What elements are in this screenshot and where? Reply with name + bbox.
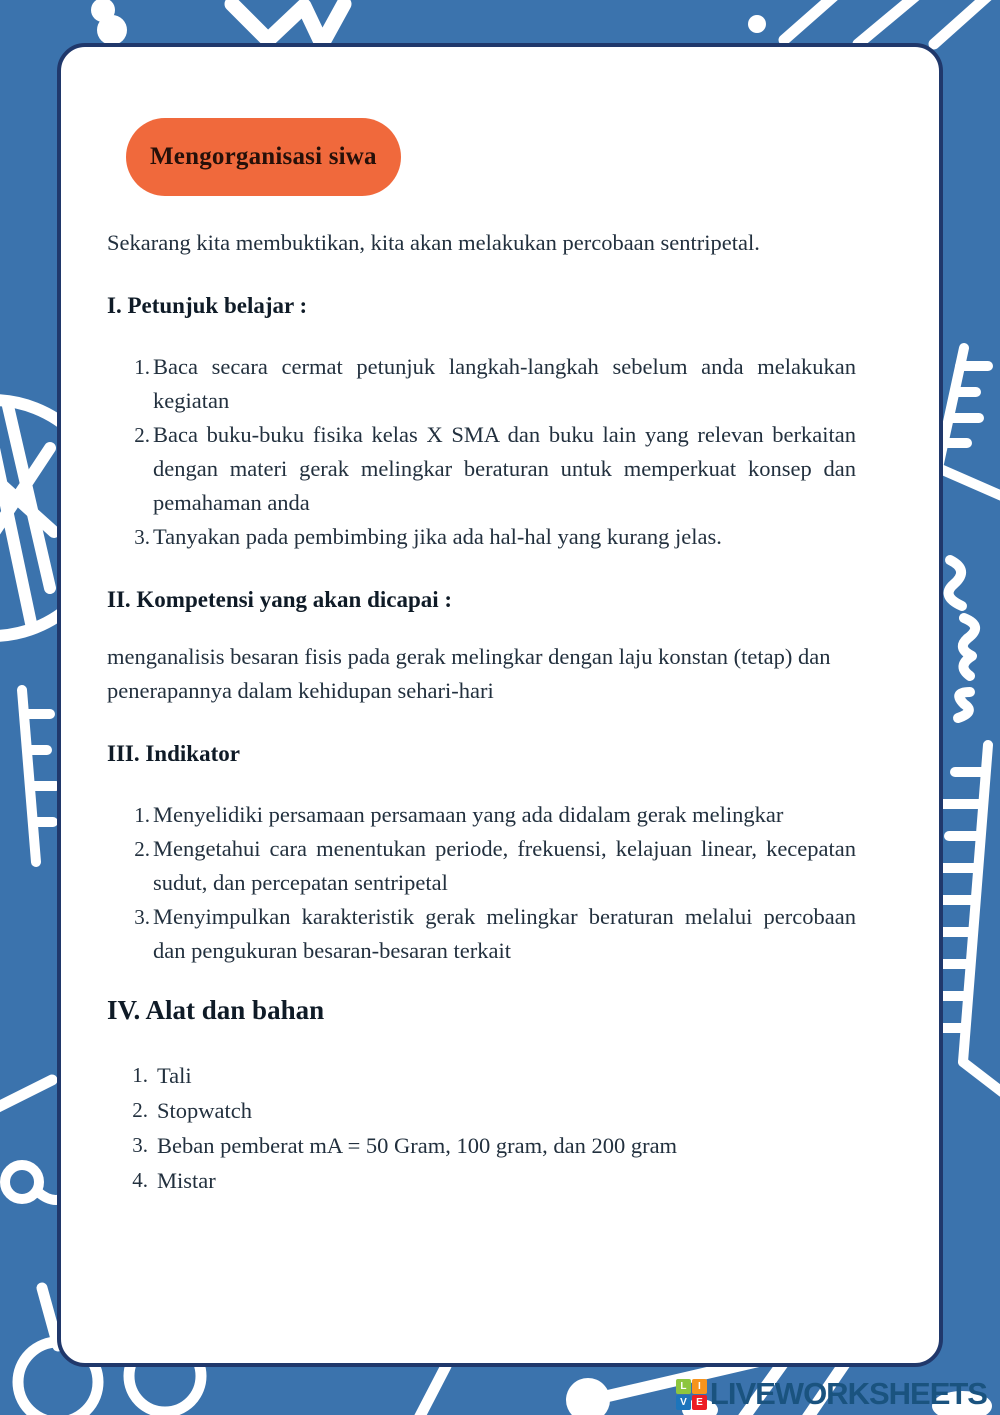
list-item: Mengetahui cara menentukan periode, frekuensi, kelajuan linear, kecepatan sudut, dan percepatan sentripetal: [153, 836, 856, 895]
list-item: Beban pemberat mA = 50 Gram, 100 gram, dan 200 gram: [157, 1133, 678, 1158]
logo-letter-e: E: [692, 1395, 707, 1410]
section-badge: [126, 118, 401, 196]
heading-alat-dan-bahan: IV. Alat dan bahan: [107, 995, 325, 1025]
doodle-left-ring: [5, 1165, 64, 1200]
logo-letter-i: I: [692, 1379, 707, 1394]
liveworksheets-brand-text: LIVEWORKSHEETS: [709, 1376, 987, 1411]
intro-paragraph: Sekarang kita membuktikan, kita akan melakukan percobaan sentripetal.: [107, 230, 760, 255]
list-item: Mistar: [157, 1168, 216, 1193]
doodle-left-line: [0, 1080, 52, 1108]
doodle-fishbone-left: [22, 690, 56, 862]
list-alat-dan-bahan: [107, 1058, 856, 1198]
worksheet-card: [57, 43, 943, 1367]
logo-letter-l: L: [676, 1379, 691, 1394]
list-item: Baca secara cermat petunjuk langkah-langkah sebelum anda melakukan kegiatan: [153, 354, 856, 413]
doodle-top-blob: [91, 0, 127, 45]
list-item: Baca buku-buku fisika kelas X SMA dan buku lain yang relevan berkaitan dengan materi gerak melingkar beraturan untuk memperkuat konsep dan pemahaman anda: [153, 422, 856, 515]
kompetensi-paragraph: menganalisis besaran fisis pada gerak melingkar dengan laju konstan (tetap) dan penerapannya dalam kehidupan sehari-hari: [107, 644, 831, 703]
list-item: Tanyakan pada pembimbing jika ada hal-hal yang kurang jelas.: [153, 524, 722, 549]
heading-petunjuk-belajar: I. Petunjuk belajar :: [107, 293, 308, 318]
heading-indikator: III. Indikator: [107, 741, 240, 766]
list-item: Stopwatch: [157, 1098, 252, 1123]
liveworksheets-logo-icon: [676, 1379, 707, 1410]
list-indikator: [107, 798, 856, 968]
badge-label: Mengorganisasi siwa: [150, 143, 377, 170]
list-petunjuk-belajar: [107, 350, 856, 554]
liveworksheets-watermark: [676, 1376, 987, 1412]
doodle-bottom-diag-left: [418, 1366, 446, 1415]
list-item: Menyimpulkan karakteristik gerak melingkar beraturan melalui percobaan dan pengukuran besaran-besaran terkait: [153, 904, 856, 963]
list-item: Tali: [157, 1063, 192, 1088]
doodle-ruler-right-top: [938, 348, 1000, 496]
doodle-top-zigzag: [232, 4, 344, 44]
list-item: Menyelidiki persamaan persamaan yang ada didalam gerak melingkar: [153, 802, 784, 827]
doodle-squiggles-right: [949, 560, 976, 718]
logo-letter-v: V: [676, 1395, 691, 1410]
doodle-top-right-lines: [748, 0, 990, 44]
heading-kompetensi: II. Kompetensi yang akan dicapai :: [107, 587, 453, 612]
